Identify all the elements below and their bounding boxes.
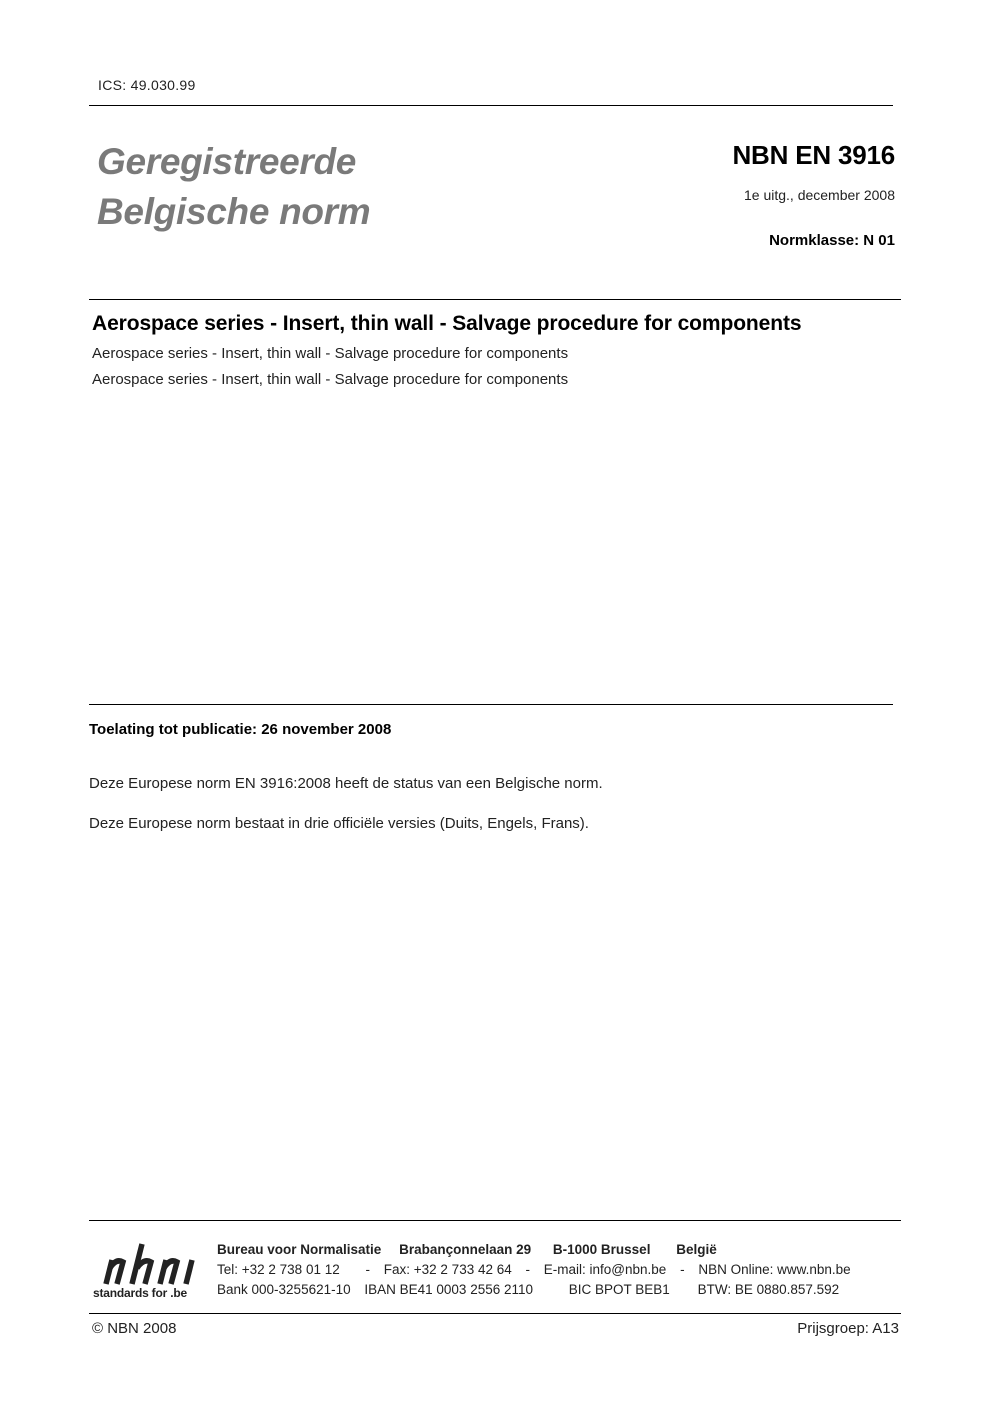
edition-info: 1e uitg., december 2008 [744, 187, 895, 203]
bic: BIC BPOT BEB1 [568, 1282, 670, 1297]
approval-date: Toelating tot publicatie: 26 november 2008 [89, 721, 392, 738]
copyright: © NBN 2008 [92, 1320, 177, 1337]
footer-contact-line [217, 1262, 851, 1277]
header-divider [89, 105, 893, 106]
norm-class: Normklasse: N 01 [769, 232, 895, 249]
bank-account: Bank 000-3255621-10 [217, 1282, 351, 1297]
ics-code: ICS: 49.030.99 [98, 77, 196, 93]
price-group: Prijsgroep: A13 [797, 1320, 899, 1337]
tel-number: Tel: +32 2 738 01 12 [217, 1262, 340, 1277]
document-title-alt-1: Aerospace series - Insert, thin wall - Salvage procedure for components [92, 345, 569, 362]
publication-divider [89, 704, 893, 705]
separator-2: - [525, 1262, 531, 1277]
footer-divider [89, 1220, 901, 1221]
page-title-line2: Belgische norm [97, 191, 371, 232]
separator-1: - [365, 1262, 370, 1277]
document-title: Aerospace series - Insert, thin wall - Salvage procedure for components [92, 312, 802, 335]
logo-tagline: standards for .be [93, 1286, 187, 1300]
address-city: B-1000 Brussel [552, 1242, 651, 1257]
footer-bank-line [217, 1282, 839, 1297]
status-text: Deze Europese norm EN 3916:2008 heeft de status van een Belgische norm. [89, 775, 603, 792]
vat-number: BTW: BE 0880.857.592 [697, 1282, 840, 1297]
address-street: Brabançonnelaan 29 [399, 1242, 532, 1257]
online-link[interactable]: NBN Online: www.nbn.be [698, 1262, 851, 1277]
page-title [97, 137, 370, 237]
footer-address-line [217, 1242, 717, 1257]
bottom-divider [89, 1313, 901, 1314]
separator-3: - [680, 1262, 685, 1277]
address-country: België [676, 1242, 717, 1257]
iban: IBAN BE41 0003 2556 2110 [364, 1282, 534, 1297]
nbn-logo [92, 1242, 204, 1304]
versions-text: Deze Europese norm bestaat in drie officiële versies (Duits, Engels, Frans). [89, 815, 589, 832]
standard-number: NBN EN 3916 [732, 140, 895, 170]
title-divider [89, 299, 901, 300]
org-name: Bureau voor Normalisatie [217, 1242, 382, 1257]
fax-number: Fax: +32 2 733 42 64 [383, 1262, 512, 1277]
page-title-line1: Geregistreerde [97, 141, 357, 182]
email-link[interactable]: E-mail: info@nbn.be [543, 1262, 667, 1277]
document-title-alt-2: Aerospace series - Insert, thin wall - Salvage procedure for components [92, 371, 569, 388]
nbn-logo-mark-icon [92, 1242, 204, 1286]
